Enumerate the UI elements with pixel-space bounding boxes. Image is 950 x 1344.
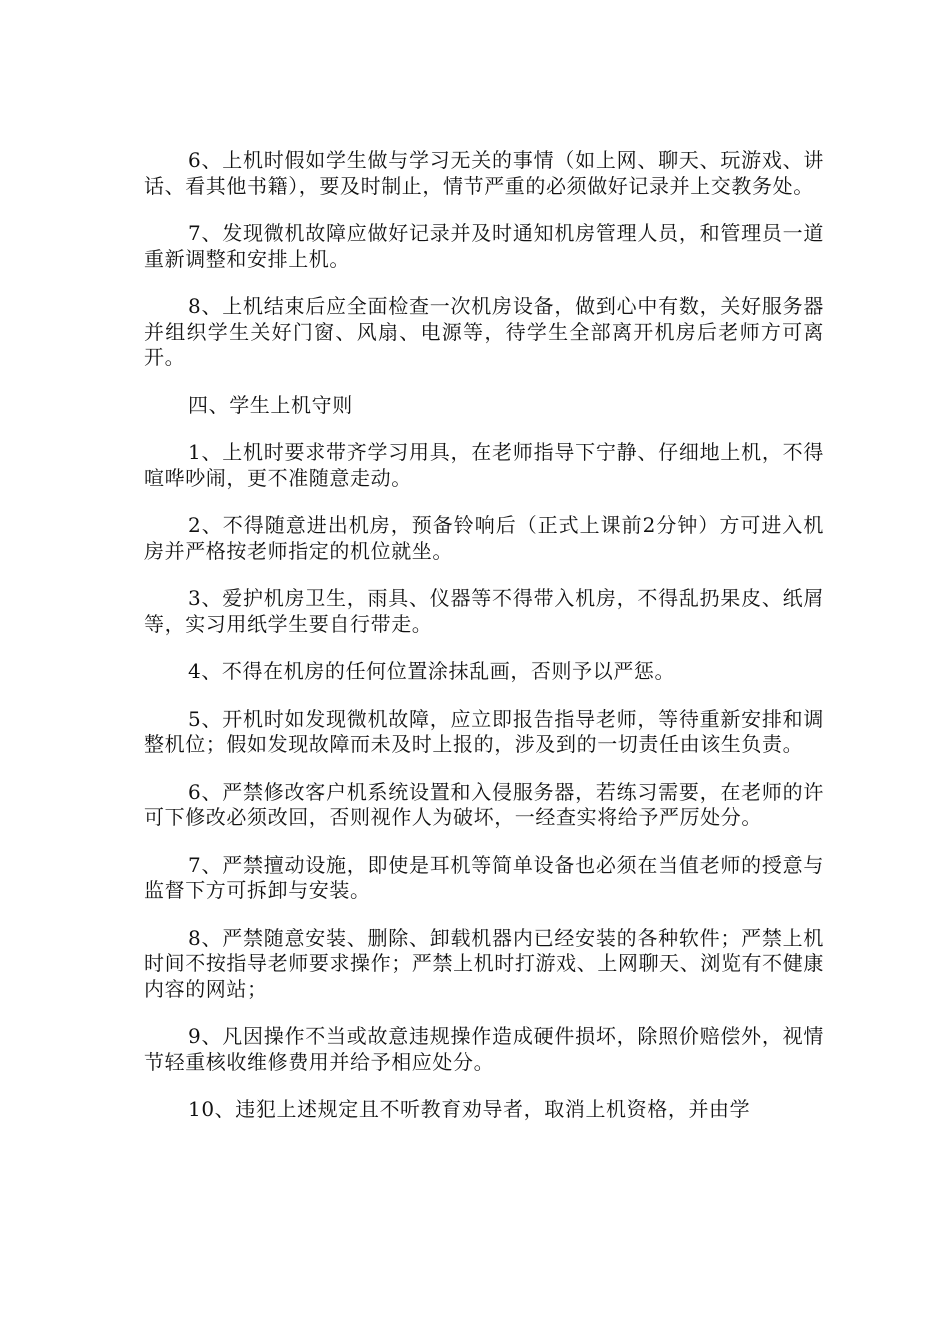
paragraph-student-rule-6: 6、严禁修改客户机系统设置和入侵服务器，若练习需要，在老师的许可下修改必须改回，否则视作人为破坏，一经查实将给予严厉处分。 (144, 779, 824, 829)
paragraph-teacher-rule-8: 8、上机结束后应全面检查一次机房设备，做到心中有数，关好服务器并组织学生关好门窗、风扇、电源等，待学生全部离开机房后老师方可离开。 (144, 294, 824, 369)
paragraph-student-rule-1: 1、上机时要求带齐学习用具，在老师指导下宁静、仔细地上机，不得喧哗吵闹，更不准随意走动。 (144, 440, 824, 490)
document-page (144, 148, 824, 1145)
paragraph-student-rule-4: 4、不得在机房的任何位置涂抹乱画，否则予以严惩。 (188, 659, 676, 683)
paragraph-teacher-rule-7: 7、发现微机故障应做好记录并及时通知机房管理人员，和管理员一道重新调整和安排上机。 (144, 221, 824, 271)
paragraph-student-rule-2: 2、不得随意进出机房，预备铃响后（正式上课前2分钟）方可进入机房并严格按老师指定的机位就坐。 (144, 513, 824, 563)
paragraph-teacher-rule-6: 6、上机时假如学生做与学习无关的事情（如上网、聊天、玩游戏、讲话、看其他书籍），要及时制止，情节严重的必须做好记录并上交教务处。 (144, 148, 824, 198)
paragraph-student-rule-9: 9、凡因操作不当或故意违规操作造成硬件损坏，除照价赔偿外，视情节轻重核收维修费用并给予相应处分。 (144, 1024, 824, 1074)
paragraph-student-rule-7: 7、严禁擅动设施，即使是耳机等简单设备也必须在当值老师的授意与监督下方可拆卸与安装。 (144, 852, 824, 902)
paragraph-student-rule-10: 10、违犯上述规定且不听教育劝导者，取消上机资格，并由学 (188, 1097, 751, 1121)
paragraph-student-rule-8: 8、严禁随意安装、删除、卸载机器内已经安装的各种软件；严禁上机时间不按指导老师要求操作；严禁上机时打游戏、上网聊天、浏览有不健康内容的网站； (144, 925, 824, 1001)
paragraph-student-rule-5: 5、开机时如发现微机故障，应立即报告指导老师，等待重新安排和调整机位；假如发现故障而未及时上报的，涉及到的一切责任由该生负责。 (144, 706, 824, 756)
paragraph-student-rule-3: 3、爱护机房卫生，雨具、仪器等不得带入机房，不得乱扔果皮、纸屑等，实习用纸学生要自行带走。 (144, 586, 824, 636)
section-heading-student-rules: 四、学生上机守则 (188, 392, 353, 417)
